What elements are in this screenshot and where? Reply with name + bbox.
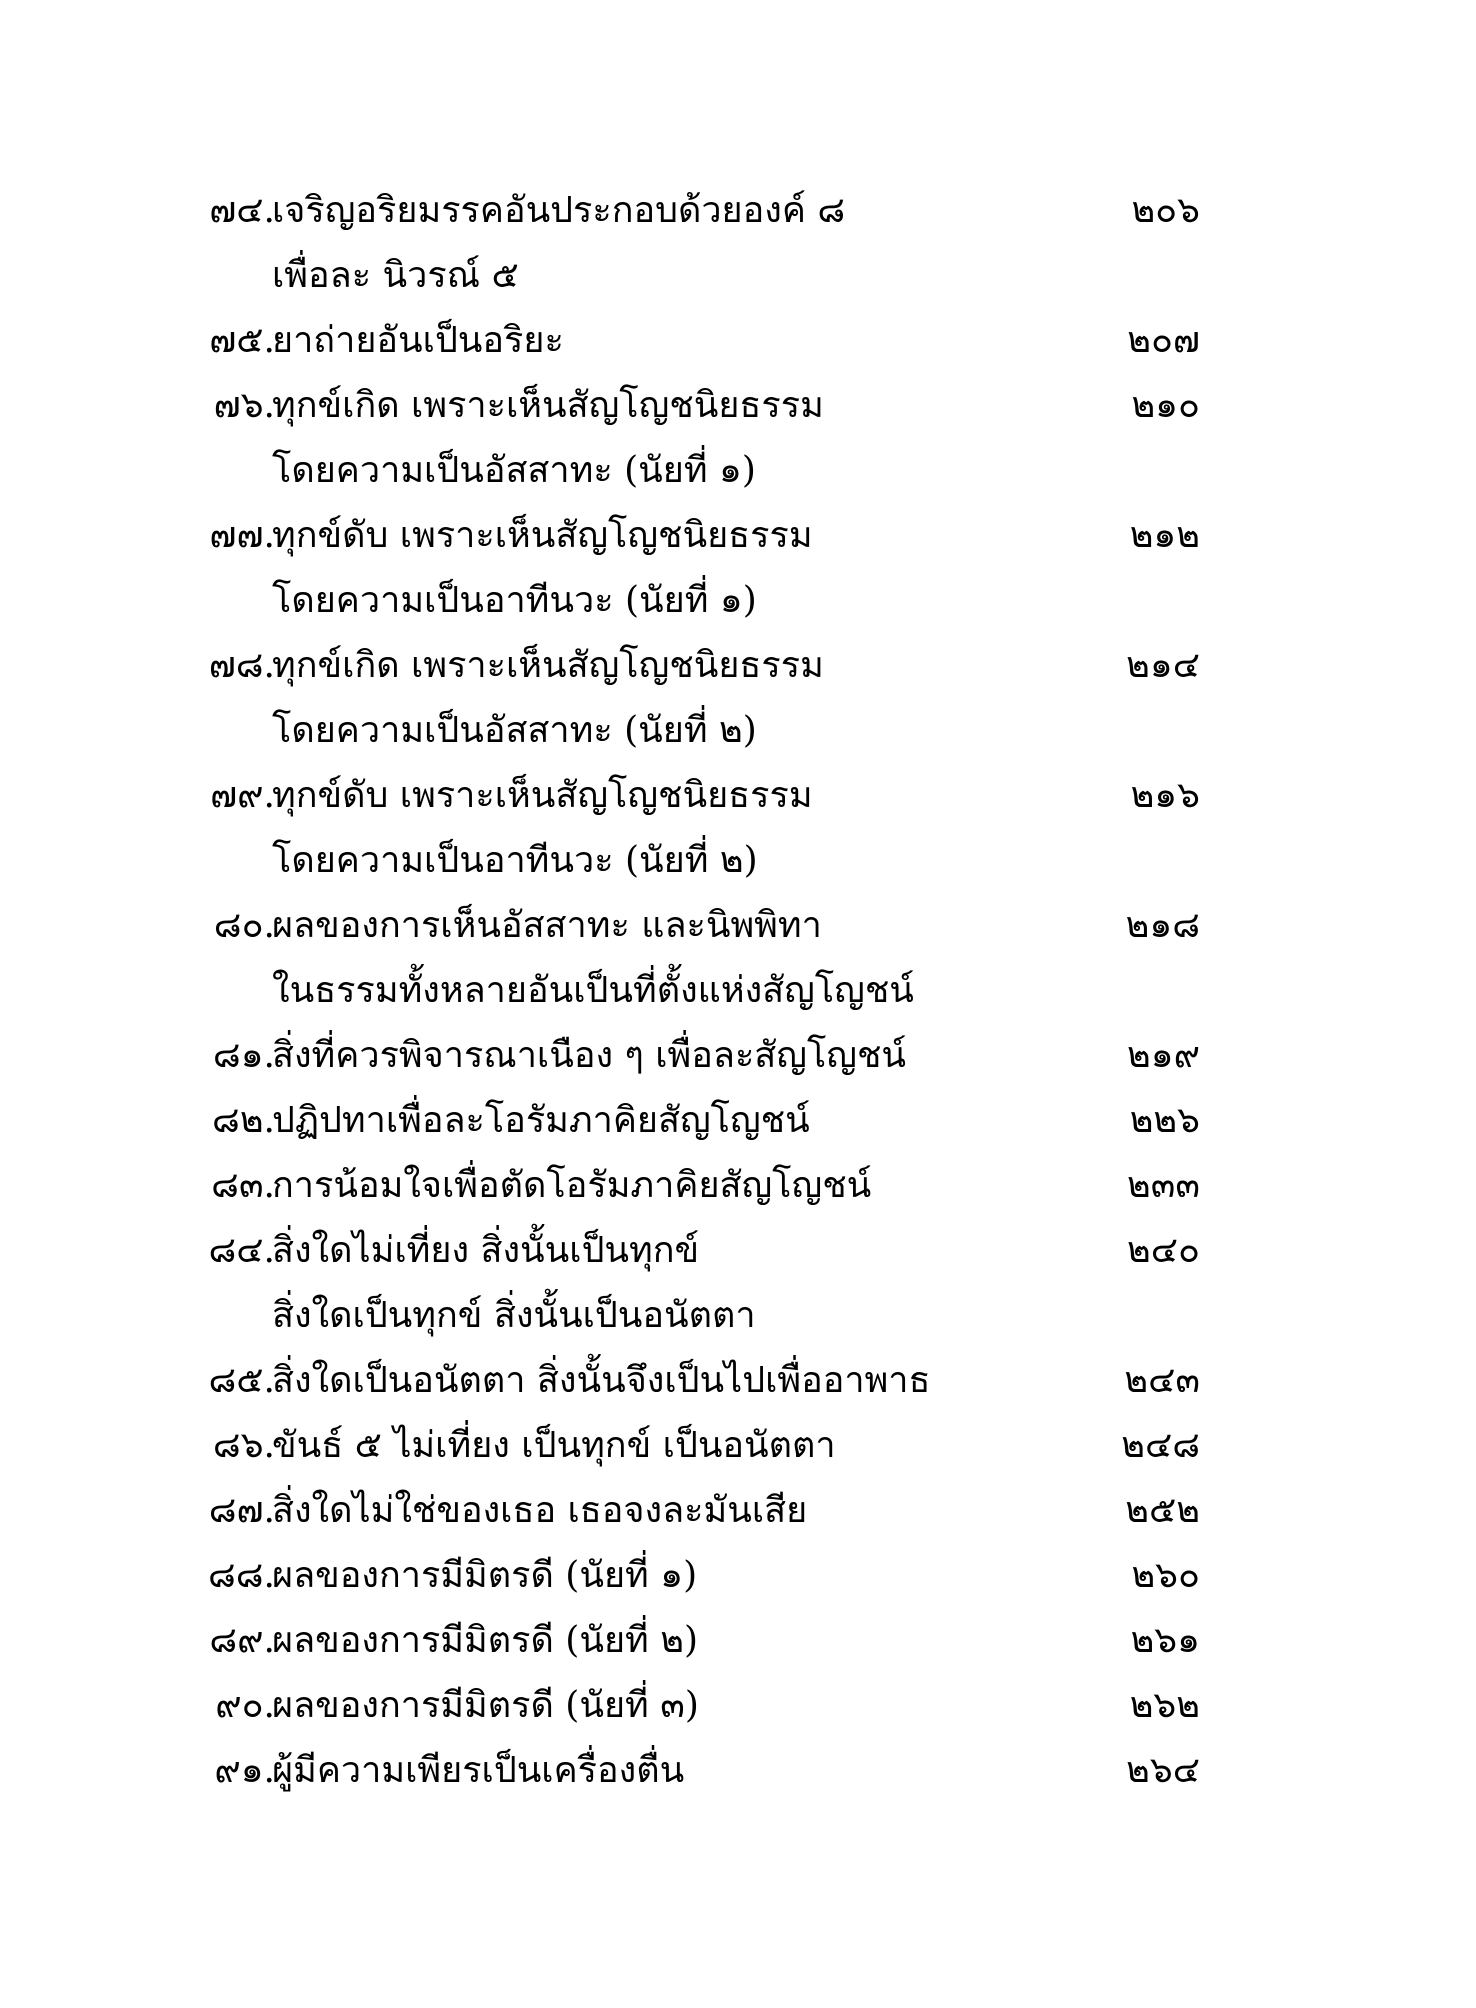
entry-page-number: ๒๓๓ [1127,1165,1200,1206]
entry-number: ๘๘. [208,1555,275,1596]
entry-title: ปฏิปทาเพื่อละโอรัมภาคิยสัญโญชน์ [272,1100,810,1141]
entry-page-number: ๒๖๔ [1126,1750,1200,1791]
entry-title: โดยความเป็นอัสสาทะ (นัยที่ ๒) [272,710,757,751]
entry-number: ๘๖. [212,1425,275,1466]
entry-page-number: ๒๑๙ [1127,1035,1200,1076]
entry-number: ๗๕. [209,320,275,361]
toc-entry [0,1543,1476,1608]
entry-page-number: ๒๒๖ [1129,1100,1200,1141]
entry-number: ๘๐. [213,905,275,946]
entry-title: สิ่งใดเป็นอนัตตา สิ่งนั้นจึงเป็นไปเพื่ออาพาธ [272,1360,931,1401]
entry-number: ๙๑. [214,1750,275,1791]
entry-title: สิ่งใดเป็นทุกข์ สิ่งนั้นเป็นอนัตตา [272,1295,756,1336]
toc-entry-line [0,1088,1476,1153]
entry-page-number: ๒๔๘ [1121,1425,1200,1466]
entry-title: โดยความเป็นอัสสาทะ (นัยที่ ๑) [272,450,756,491]
entry-title: ผลของการมีมิตรดี (นัยที่ ๒) [272,1620,699,1661]
toc-entry-line [0,503,1476,568]
toc-entry-line [0,1153,1476,1218]
entry-page-number: ๒๑๔ [1126,645,1200,686]
entry-page-number: ๒๐๗ [1127,320,1200,361]
entry-title: สิ่งใดไม่เที่ยง สิ่งนั้นเป็นทุกข์ [272,1230,700,1271]
toc-entry-line [0,1348,1476,1413]
entry-page-number: ๒๑๐ [1131,385,1200,426]
entry-title: ผู้มีความเพียรเป็นเครื่องตื่น [272,1750,685,1791]
entry-title: ผลของการมีมิตรดี (นัยที่ ๓) [272,1685,699,1726]
entry-number: ๗๙. [210,775,275,816]
toc-entry [0,373,1476,503]
entry-title: ในธรรมทั้งหลายอันเป็นที่ตั้งแห่งสัญโญชน์ [272,970,914,1011]
entry-number: ๘๗. [208,1490,275,1531]
entry-number: ๘๒. [212,1100,275,1141]
toc-entry [0,308,1476,373]
entry-number: ๗๔. [209,190,275,231]
toc-entry-continuation [0,698,1476,763]
toc-entry-line [0,1218,1476,1283]
entry-title: เจริญอริยมรรคอันประกอบด้วยองค์ ๘ [272,190,846,231]
toc-entry-continuation [0,568,1476,633]
toc-entry [0,1088,1476,1153]
toc-entry [0,1738,1476,1803]
entry-page-number: ๒๔๐ [1127,1230,1200,1271]
toc-entry-line [0,633,1476,698]
toc-entry [0,633,1476,763]
toc-entry-continuation [0,828,1476,893]
toc-entry-continuation [0,958,1476,1023]
toc-entry-line [0,1023,1476,1088]
toc-entry-line [0,308,1476,373]
entry-page-number: ๒๑๒ [1129,515,1200,556]
toc-entry [0,1218,1476,1348]
toc-entry [0,1478,1476,1543]
toc-entry [0,1413,1476,1478]
entry-number: ๘๔. [208,1230,275,1271]
entry-title: ผลของการเห็นอัสสาทะ และนิพพิทา [272,905,822,946]
entry-title: ทุกข์เกิด เพราะเห็นสัญโญชนิยธรรม [272,385,824,426]
table-of-contents [0,178,1476,1803]
entry-title: เพื่อละ นิวรณ์ ๕ [272,255,519,296]
toc-entry-line [0,1738,1476,1803]
entry-number: ๗๘. [208,645,275,686]
entry-number: ๘๕. [208,1360,275,1401]
entry-page-number: ๒๕๒ [1125,1490,1200,1531]
toc-entry-line [0,1543,1476,1608]
entry-title: การน้อมใจเพื่อตัดโอรัมภาคิยสัญโญชน์ [272,1165,872,1206]
entry-page-number: ๒๖๐ [1131,1555,1200,1596]
entry-title: ทุกข์ดับ เพราะเห็นสัญโญชนิยธรรม [272,515,813,556]
entry-number: ๙๐. [215,1685,275,1726]
toc-entry-line [0,1608,1476,1673]
toc-entry-line [0,1478,1476,1543]
entry-title: สิ่งใดไม่ใช่ของเธอ เธอจงละมันเสีย [272,1490,808,1531]
entry-page-number: ๒๐๖ [1131,190,1200,231]
toc-entry-line [0,893,1476,958]
entry-number: ๘๙. [209,1620,275,1661]
toc-entry-continuation [0,243,1476,308]
entry-title: สิ่งที่ควรพิจารณาเนือง ๆ เพื่อละสัญโญชน์ [272,1035,906,1076]
toc-entry [0,1673,1476,1738]
toc-entry-line [0,373,1476,438]
toc-entry-line [0,1413,1476,1478]
toc-entry [0,1153,1476,1218]
entry-number: ๘๑. [212,1035,275,1076]
entry-page-number: ๒๖๑ [1130,1620,1200,1661]
toc-entry-line [0,1673,1476,1738]
entry-title: ยาถ่ายอันเป็นอริยะ [272,320,564,361]
toc-entry [0,178,1476,308]
entry-number: ๗๗. [209,515,275,556]
entry-page-number: ๒๖๒ [1129,1685,1200,1726]
entry-page-number: ๒๔๓ [1124,1360,1200,1401]
entry-title: ทุกข์เกิด เพราะเห็นสัญโญชนิยธรรม [272,645,824,686]
toc-entry-continuation [0,438,1476,503]
toc-entry [0,503,1476,633]
entry-number: ๘๓. [211,1165,275,1206]
entry-title: ขันธ์ ๕ ไม่เที่ยง เป็นทุกข์ เป็นอนัตตา [272,1425,836,1466]
toc-entry [0,1348,1476,1413]
entry-title: ผลของการมีมิตรดี (นัยที่ ๑) [272,1555,698,1596]
entry-title: โดยความเป็นอาทีนวะ (นัยที่ ๑) [272,580,757,621]
toc-entry-continuation [0,1283,1476,1348]
entry-number: ๗๖. [213,385,275,426]
entry-title: ทุกข์ดับ เพราะเห็นสัญโญชนิยธรรม [272,775,813,816]
toc-entry [0,1023,1476,1088]
entry-title: โดยความเป็นอาทีนวะ (นัยที่ ๒) [272,840,758,881]
toc-entry [0,763,1476,893]
entry-page-number: ๒๑๘ [1125,905,1200,946]
toc-entry [0,893,1476,1023]
toc-entry-line [0,763,1476,828]
toc-entry-line [0,178,1476,243]
entry-page-number: ๒๑๖ [1130,775,1200,816]
toc-entry [0,1608,1476,1673]
